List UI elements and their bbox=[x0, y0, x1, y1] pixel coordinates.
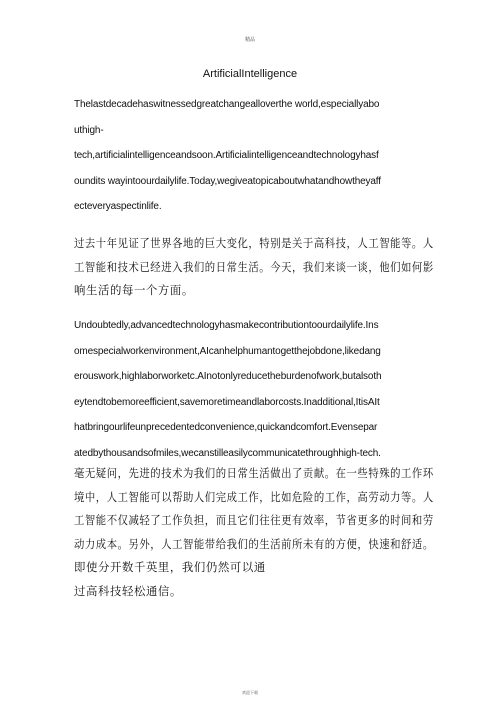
text-line: Undoubtedly,advancedtechnologyhasmakecontributiontoourdailylife.Ins bbox=[74, 320, 379, 331]
text-line: eytendtobemoreefficient,savemoretimeandlaborcosts.Inadditional,ItisAIt bbox=[74, 396, 380, 408]
text-line: 过去十年见证了世界各地的巨大变化，特别是关于高科技，人工智能等。人 bbox=[74, 236, 434, 250]
text-line: tech,artificialintelligenceandsoon.Artificialintelligenceandtechnologyhasf bbox=[74, 150, 379, 161]
page-footer: 欢迎下载 bbox=[242, 690, 258, 695]
chinese-paragraph-1 bbox=[74, 232, 434, 303]
text-line: 过高科技轻松通信。 bbox=[74, 583, 182, 598]
text-line: uthigh- bbox=[74, 124, 104, 136]
text-line: Thelastdecadehaswitnessedgreatchangealloverthe world,especiallyabo bbox=[74, 99, 380, 110]
text-line: 即使分开数千英里，我们仍然可以通 bbox=[74, 560, 266, 574]
english-paragraph-1 bbox=[74, 92, 434, 220]
text-line: 工智能和技术已经进入我们的日常生活。今天，我们来谈一谈，他们如何影 bbox=[74, 259, 434, 274]
text-line: 工智能不仅减轻了工作负担，而且它们往往更有效率，节省更多的时间和劳 bbox=[74, 513, 434, 527]
text-line: oundits wayintoourdailylife.Today,wegiveatopicaboutwhatandhowtheyaff bbox=[74, 175, 381, 187]
text-line: omespecialworkenvironment,AIcanhelphumantogetthejobdone,likedang bbox=[74, 345, 381, 357]
text-line: 响生活的每一个方面。 bbox=[74, 283, 194, 297]
text-line: 毫无疑问，先进的技术为我们的日常生活做出了贡献。在一些特殊的工作环 bbox=[74, 466, 434, 480]
text-line: ecteveryaspectinlife. bbox=[74, 201, 162, 212]
text-line: hatbringourlifeunprecedentedconvenience,quickandcomfort.Evensepar bbox=[74, 422, 378, 433]
page-header: 精品 bbox=[244, 37, 255, 43]
english-paragraph-2 bbox=[74, 313, 434, 466]
document-title: ArtificialIntelligence bbox=[202, 68, 298, 80]
text-line: 动力成本。另外，人工智能带给我们的生活前所未有的方便，快速和舒适。 bbox=[74, 536, 434, 551]
text-line: atedbythousandsofmiles,wecanstilleasilycommunicatethroughhigh-tech. bbox=[74, 447, 381, 459]
text-line: erouswork,highlaborworketc.AInotonlyreducetheburdenofwork,butalsoth bbox=[74, 371, 382, 382]
chinese-paragraph-2 bbox=[74, 462, 434, 603]
text-line: 境中，人工智能可以帮助人们完成工作，比如危险的工作，高劳动力等。人 bbox=[74, 489, 434, 504]
